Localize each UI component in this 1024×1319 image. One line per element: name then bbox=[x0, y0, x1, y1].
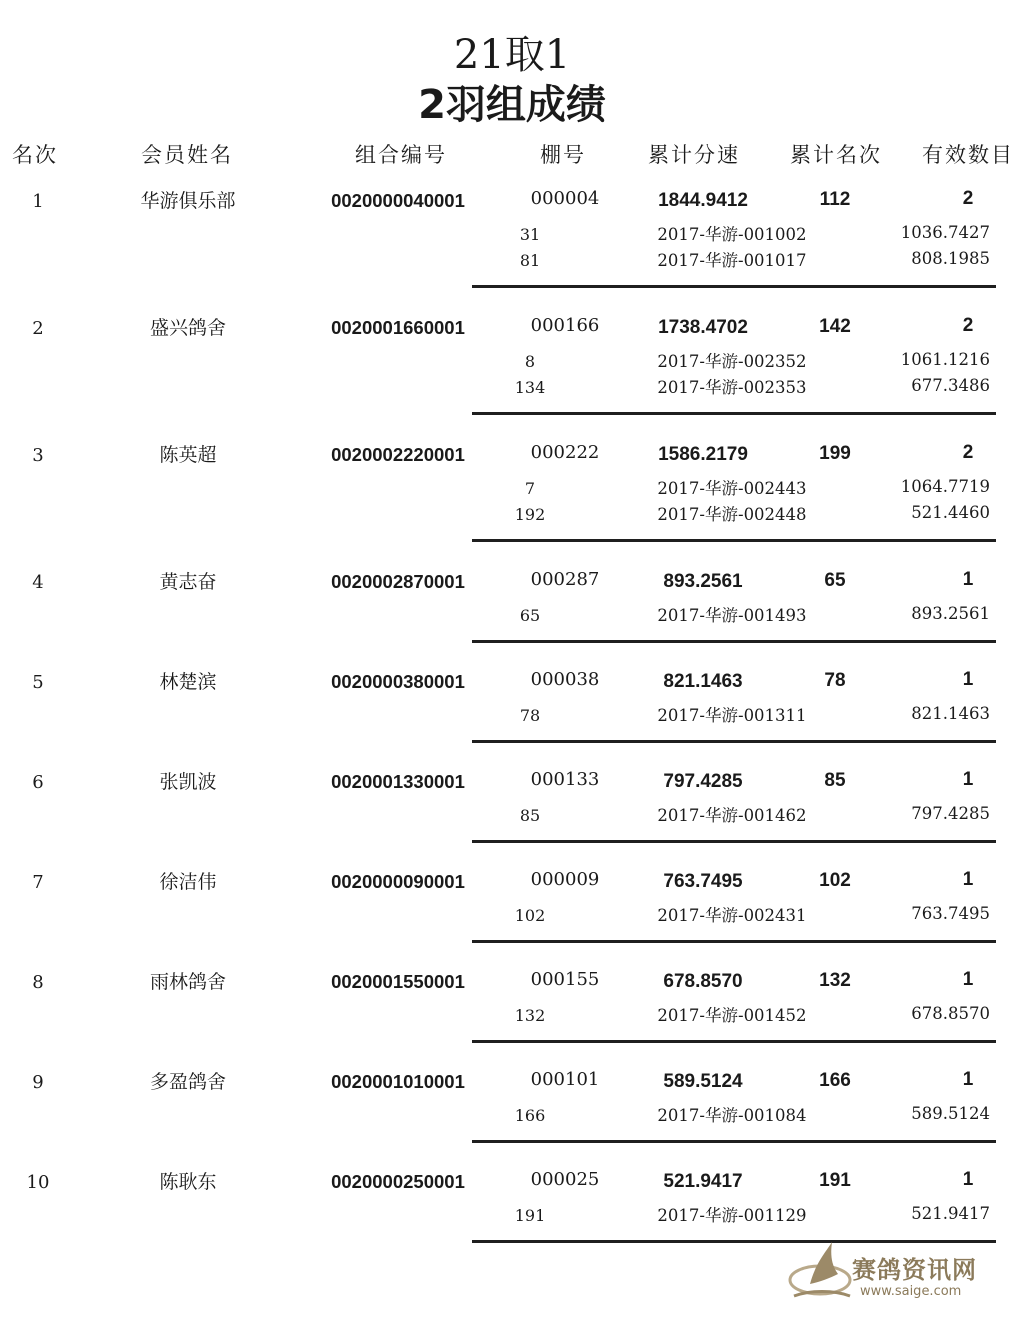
bird-speed-cell: 1036.7427 bbox=[900, 223, 990, 242]
combo-id-cell: 0020001330001 bbox=[331, 771, 465, 792]
valid-count-cell: 1 bbox=[962, 969, 974, 990]
cum-speed-cell: 1738.4702 bbox=[658, 317, 748, 338]
row-divider bbox=[472, 539, 996, 542]
valid-count-cell: 1 bbox=[962, 669, 974, 690]
rank-cell: 4 bbox=[32, 572, 44, 593]
cum-rank-cell: 102 bbox=[819, 870, 851, 891]
bird-speed-cell: 677.3486 bbox=[911, 376, 990, 395]
member-name-cell: 张凯波 bbox=[159, 771, 217, 793]
cum-speed-cell: 678.8570 bbox=[663, 971, 743, 992]
cum-rank-cell: 132 bbox=[819, 970, 851, 991]
member-name-cell: 华游俱乐部 bbox=[140, 190, 236, 212]
combo-id-cell: 0020001660001 bbox=[331, 317, 465, 338]
bird-rank-cell: 78 bbox=[519, 706, 541, 725]
valid-count-cell: 1 bbox=[962, 1169, 974, 1190]
bird-ring-cell: 2017-华游-001462 bbox=[657, 806, 807, 825]
bird-speed-cell: 893.2561 bbox=[911, 604, 990, 623]
rank-cell: 1 bbox=[32, 191, 44, 212]
member-name-cell: 陈英超 bbox=[159, 444, 217, 466]
header-rank: 名次 bbox=[12, 143, 58, 167]
combo-id-cell: 0020000250001 bbox=[331, 1171, 465, 1192]
bird-ring-cell: 2017-华游-002352 bbox=[657, 352, 807, 371]
combo-id-cell: 0020000040001 bbox=[331, 190, 465, 211]
bird-rank-cell: 85 bbox=[519, 806, 541, 825]
combo-id-cell: 0020001550001 bbox=[331, 971, 465, 992]
cum-speed-cell: 1586.2179 bbox=[658, 444, 748, 465]
bird-ring-cell: 2017-华游-001084 bbox=[657, 1106, 807, 1125]
member-name-cell: 黄志奋 bbox=[159, 571, 217, 593]
row-divider bbox=[472, 840, 996, 843]
bird-ring-cell: 2017-华游-002443 bbox=[657, 479, 807, 498]
valid-count-cell: 1 bbox=[962, 869, 974, 890]
loft-id-cell: 000133 bbox=[530, 769, 600, 790]
bird-ring-cell: 2017-华游-001017 bbox=[657, 251, 807, 270]
rank-cell: 8 bbox=[32, 972, 44, 993]
combo-id-cell: 0020001010001 bbox=[331, 1071, 465, 1092]
header-cum-rank: 累计名次 bbox=[790, 143, 882, 167]
loft-id-cell: 000287 bbox=[530, 569, 600, 590]
bird-rank-cell: 166 bbox=[514, 1106, 546, 1125]
cum-rank-cell: 166 bbox=[819, 1070, 851, 1091]
bird-rank-cell: 192 bbox=[514, 505, 546, 524]
bird-speed-cell: 678.8570 bbox=[911, 1004, 990, 1023]
cum-speed-cell: 797.4285 bbox=[663, 771, 743, 792]
loft-id-cell: 000009 bbox=[530, 869, 600, 890]
header-loft: 棚号 bbox=[540, 143, 586, 167]
watermark-name: 赛鸽资讯网 bbox=[852, 1256, 977, 1284]
valid-count-cell: 2 bbox=[962, 442, 974, 463]
rank-cell: 10 bbox=[26, 1172, 50, 1193]
loft-id-cell: 000166 bbox=[530, 315, 600, 336]
member-name-cell: 徐洁伟 bbox=[159, 871, 217, 893]
bird-speed-cell: 1064.7719 bbox=[900, 477, 990, 496]
rank-cell: 6 bbox=[32, 772, 44, 793]
combo-id-cell: 0020002220001 bbox=[331, 444, 465, 465]
row-divider bbox=[472, 640, 996, 643]
rank-cell: 3 bbox=[32, 445, 44, 466]
page-title: 21取1 bbox=[453, 32, 571, 78]
row-divider bbox=[472, 285, 996, 288]
loft-id-cell: 000155 bbox=[530, 969, 600, 990]
row-divider bbox=[472, 412, 996, 415]
bird-rank-cell: 65 bbox=[519, 606, 541, 625]
bird-ring-cell: 2017-华游-001493 bbox=[657, 606, 807, 625]
cum-rank-cell: 199 bbox=[819, 443, 851, 464]
bird-rank-cell: 132 bbox=[514, 1006, 546, 1025]
loft-id-cell: 000004 bbox=[530, 188, 600, 209]
bird-speed-cell: 797.4285 bbox=[911, 804, 990, 823]
bird-rank-cell: 81 bbox=[519, 251, 541, 270]
valid-count-cell: 2 bbox=[962, 315, 974, 336]
loft-id-cell: 000222 bbox=[530, 442, 600, 463]
rank-cell: 5 bbox=[32, 672, 44, 693]
cum-speed-cell: 1844.9412 bbox=[658, 190, 748, 211]
bird-rank-cell: 7 bbox=[524, 479, 536, 498]
valid-count-cell: 1 bbox=[962, 769, 974, 790]
cum-rank-cell: 65 bbox=[824, 570, 846, 591]
bird-speed-cell: 808.1985 bbox=[911, 249, 990, 268]
loft-id-cell: 000025 bbox=[530, 1169, 600, 1190]
bird-rank-cell: 134 bbox=[514, 378, 546, 397]
cum-rank-cell: 142 bbox=[819, 316, 851, 337]
member-name-cell: 林楚滨 bbox=[159, 671, 217, 693]
bird-speed-cell: 521.4460 bbox=[911, 503, 990, 522]
valid-count-cell: 1 bbox=[962, 1069, 974, 1090]
bird-rank-cell: 8 bbox=[524, 352, 536, 371]
bird-speed-cell: 521.9417 bbox=[911, 1204, 990, 1223]
member-name-cell: 陈耿东 bbox=[159, 1171, 217, 1193]
page-subtitle: 2羽组成绩 bbox=[418, 82, 606, 128]
bird-speed-cell: 1061.1216 bbox=[900, 350, 990, 369]
bird-speed-cell: 821.1463 bbox=[911, 704, 990, 723]
loft-id-cell: 000101 bbox=[530, 1069, 600, 1090]
row-divider bbox=[472, 1040, 996, 1043]
member-name-cell: 多盈鸽舍 bbox=[149, 1071, 226, 1093]
cum-rank-cell: 85 bbox=[824, 770, 846, 791]
header-speed: 累计分速 bbox=[648, 143, 740, 167]
bird-ring-cell: 2017-华游-002448 bbox=[657, 505, 807, 524]
watermark-url: www.saige.com bbox=[860, 1284, 962, 1299]
bird-ring-cell: 2017-华游-002431 bbox=[657, 906, 807, 925]
cum-speed-cell: 589.5124 bbox=[663, 1071, 743, 1092]
loft-id-cell: 000038 bbox=[530, 669, 600, 690]
bird-speed-cell: 589.5124 bbox=[911, 1104, 990, 1123]
bird-rank-cell: 102 bbox=[514, 906, 546, 925]
row-divider bbox=[472, 740, 996, 743]
bird-speed-cell: 763.7495 bbox=[911, 904, 990, 923]
row-divider bbox=[472, 1140, 996, 1143]
cum-speed-cell: 893.2561 bbox=[663, 571, 743, 592]
cum-rank-cell: 78 bbox=[824, 670, 846, 691]
cum-speed-cell: 521.9417 bbox=[663, 1171, 743, 1192]
row-divider bbox=[472, 940, 996, 943]
cum-speed-cell: 821.1463 bbox=[663, 671, 743, 692]
bird-ring-cell: 2017-华游-001002 bbox=[657, 225, 807, 244]
member-name-cell: 雨林鸽舍 bbox=[149, 971, 226, 993]
cum-speed-cell: 763.7495 bbox=[663, 871, 743, 892]
header-count: 有效数目 bbox=[922, 143, 1014, 167]
valid-count-cell: 1 bbox=[962, 569, 974, 590]
combo-id-cell: 0020000090001 bbox=[331, 871, 465, 892]
rank-cell: 9 bbox=[32, 1072, 44, 1093]
cum-rank-cell: 112 bbox=[819, 189, 851, 210]
bird-ring-cell: 2017-华游-001452 bbox=[657, 1006, 807, 1025]
combo-id-cell: 0020000380001 bbox=[331, 671, 465, 692]
combo-id-cell: 0020002870001 bbox=[331, 571, 465, 592]
header-combo: 组合编号 bbox=[355, 143, 447, 167]
bird-rank-cell: 191 bbox=[514, 1206, 546, 1225]
header-member: 会员姓名 bbox=[141, 143, 233, 167]
bird-rank-cell: 31 bbox=[519, 225, 541, 244]
bird-ring-cell: 2017-华游-001129 bbox=[657, 1206, 807, 1225]
member-name-cell: 盛兴鸽舍 bbox=[149, 317, 226, 339]
bird-ring-cell: 2017-华游-001311 bbox=[657, 706, 807, 725]
valid-count-cell: 2 bbox=[962, 188, 974, 209]
rank-cell: 2 bbox=[32, 318, 44, 339]
cum-rank-cell: 191 bbox=[819, 1170, 851, 1191]
bird-ring-cell: 2017-华游-002353 bbox=[657, 378, 807, 397]
rank-cell: 7 bbox=[32, 872, 44, 893]
